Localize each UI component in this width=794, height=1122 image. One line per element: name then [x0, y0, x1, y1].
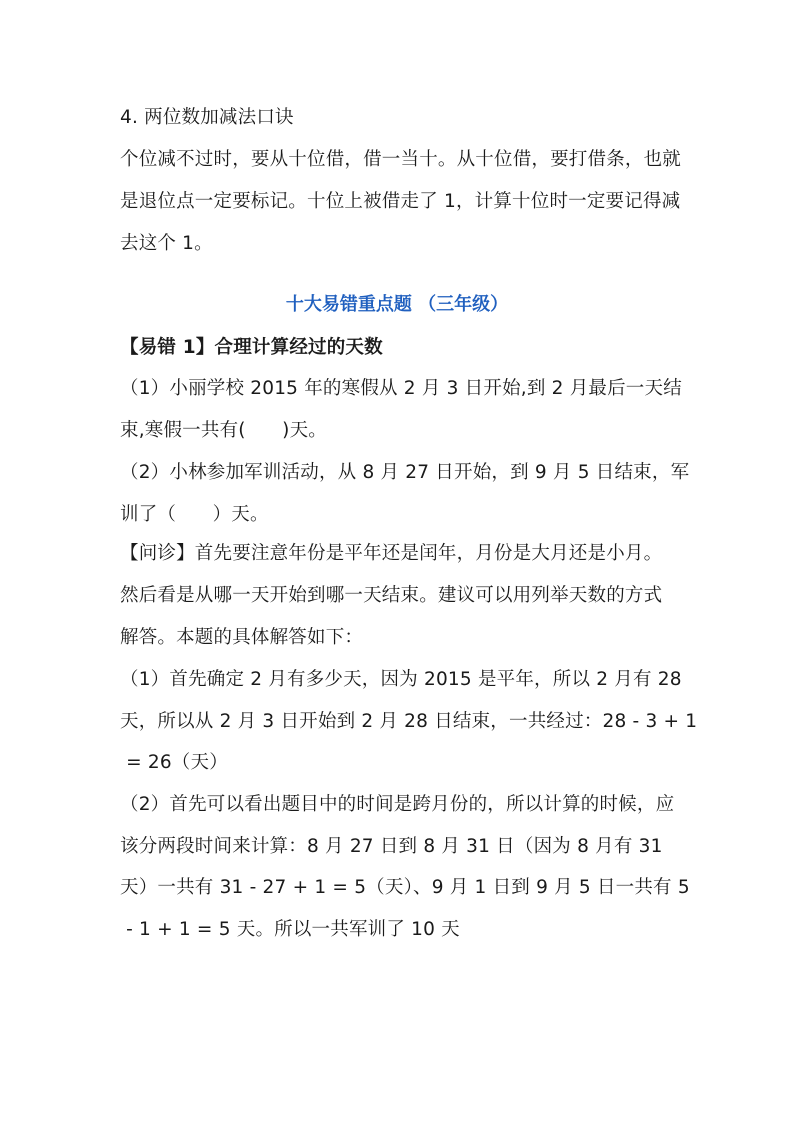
text-line: - 1 + 1 = 5 天。所以一共军训了 10 天	[120, 919, 460, 940]
text-line: 【问诊】首先要注意年份是平年还是闰年，月份是大月还是小月。	[120, 543, 663, 564]
text-line: 然后看是从哪一天开始到哪一天结束。建议可以用列举天数的方式	[120, 585, 663, 606]
text-line: 解答。本题的具体解答如下：	[120, 627, 364, 648]
text-line: 是退位点一定要标记。十位上被借走了 1，计算十位时一定要记得减	[120, 191, 681, 212]
text-line: 天，所以从 2 月 3 日开始到 2 月 28 日结束，一共经过：28 - 3 + 1	[120, 711, 698, 732]
text-line: （1）首先确定 2 月有多少天，因为 2015 是平年，所以 2 月有 28	[120, 669, 682, 690]
page-title: 十大易错重点题 （三年级）	[285, 294, 509, 315]
text-line: = 26（天）	[120, 752, 228, 773]
text-line: 训了（ ）天。	[120, 504, 269, 525]
text-line: （2）首先可以看出题目中的时间是跨月份的，所以计算的时候，应	[120, 794, 675, 815]
text-line: （1）小丽学校 2015 年的寒假从 2 月 3 日开始,到 2 月最后一天结	[120, 378, 682, 399]
question-heading: 【易错 1】合理计算经过的天数	[120, 337, 383, 358]
text-line: 去这个 1。	[120, 233, 213, 254]
text-line: 该分两段时间来计算：8 月 27 日到 8 月 31 日（因为 8 月有 31	[120, 836, 663, 857]
section-heading: 4. 两位数加减法口诀	[120, 107, 294, 128]
text-line: 天）一共有 31 - 27 + 1 = 5（天）、9 月 1 日到 9 月 5 日一共有 5	[120, 877, 690, 898]
text-line: 个位减不过时，要从十位借，借一当十。从十位借，要打借条，也就	[120, 149, 682, 170]
text-line: （2）小林参加军训活动，从 8 月 27 日开始，到 9 月 5 日结束，军	[120, 462, 690, 483]
text-line: 束,寒假一共有( )天。	[120, 420, 328, 441]
